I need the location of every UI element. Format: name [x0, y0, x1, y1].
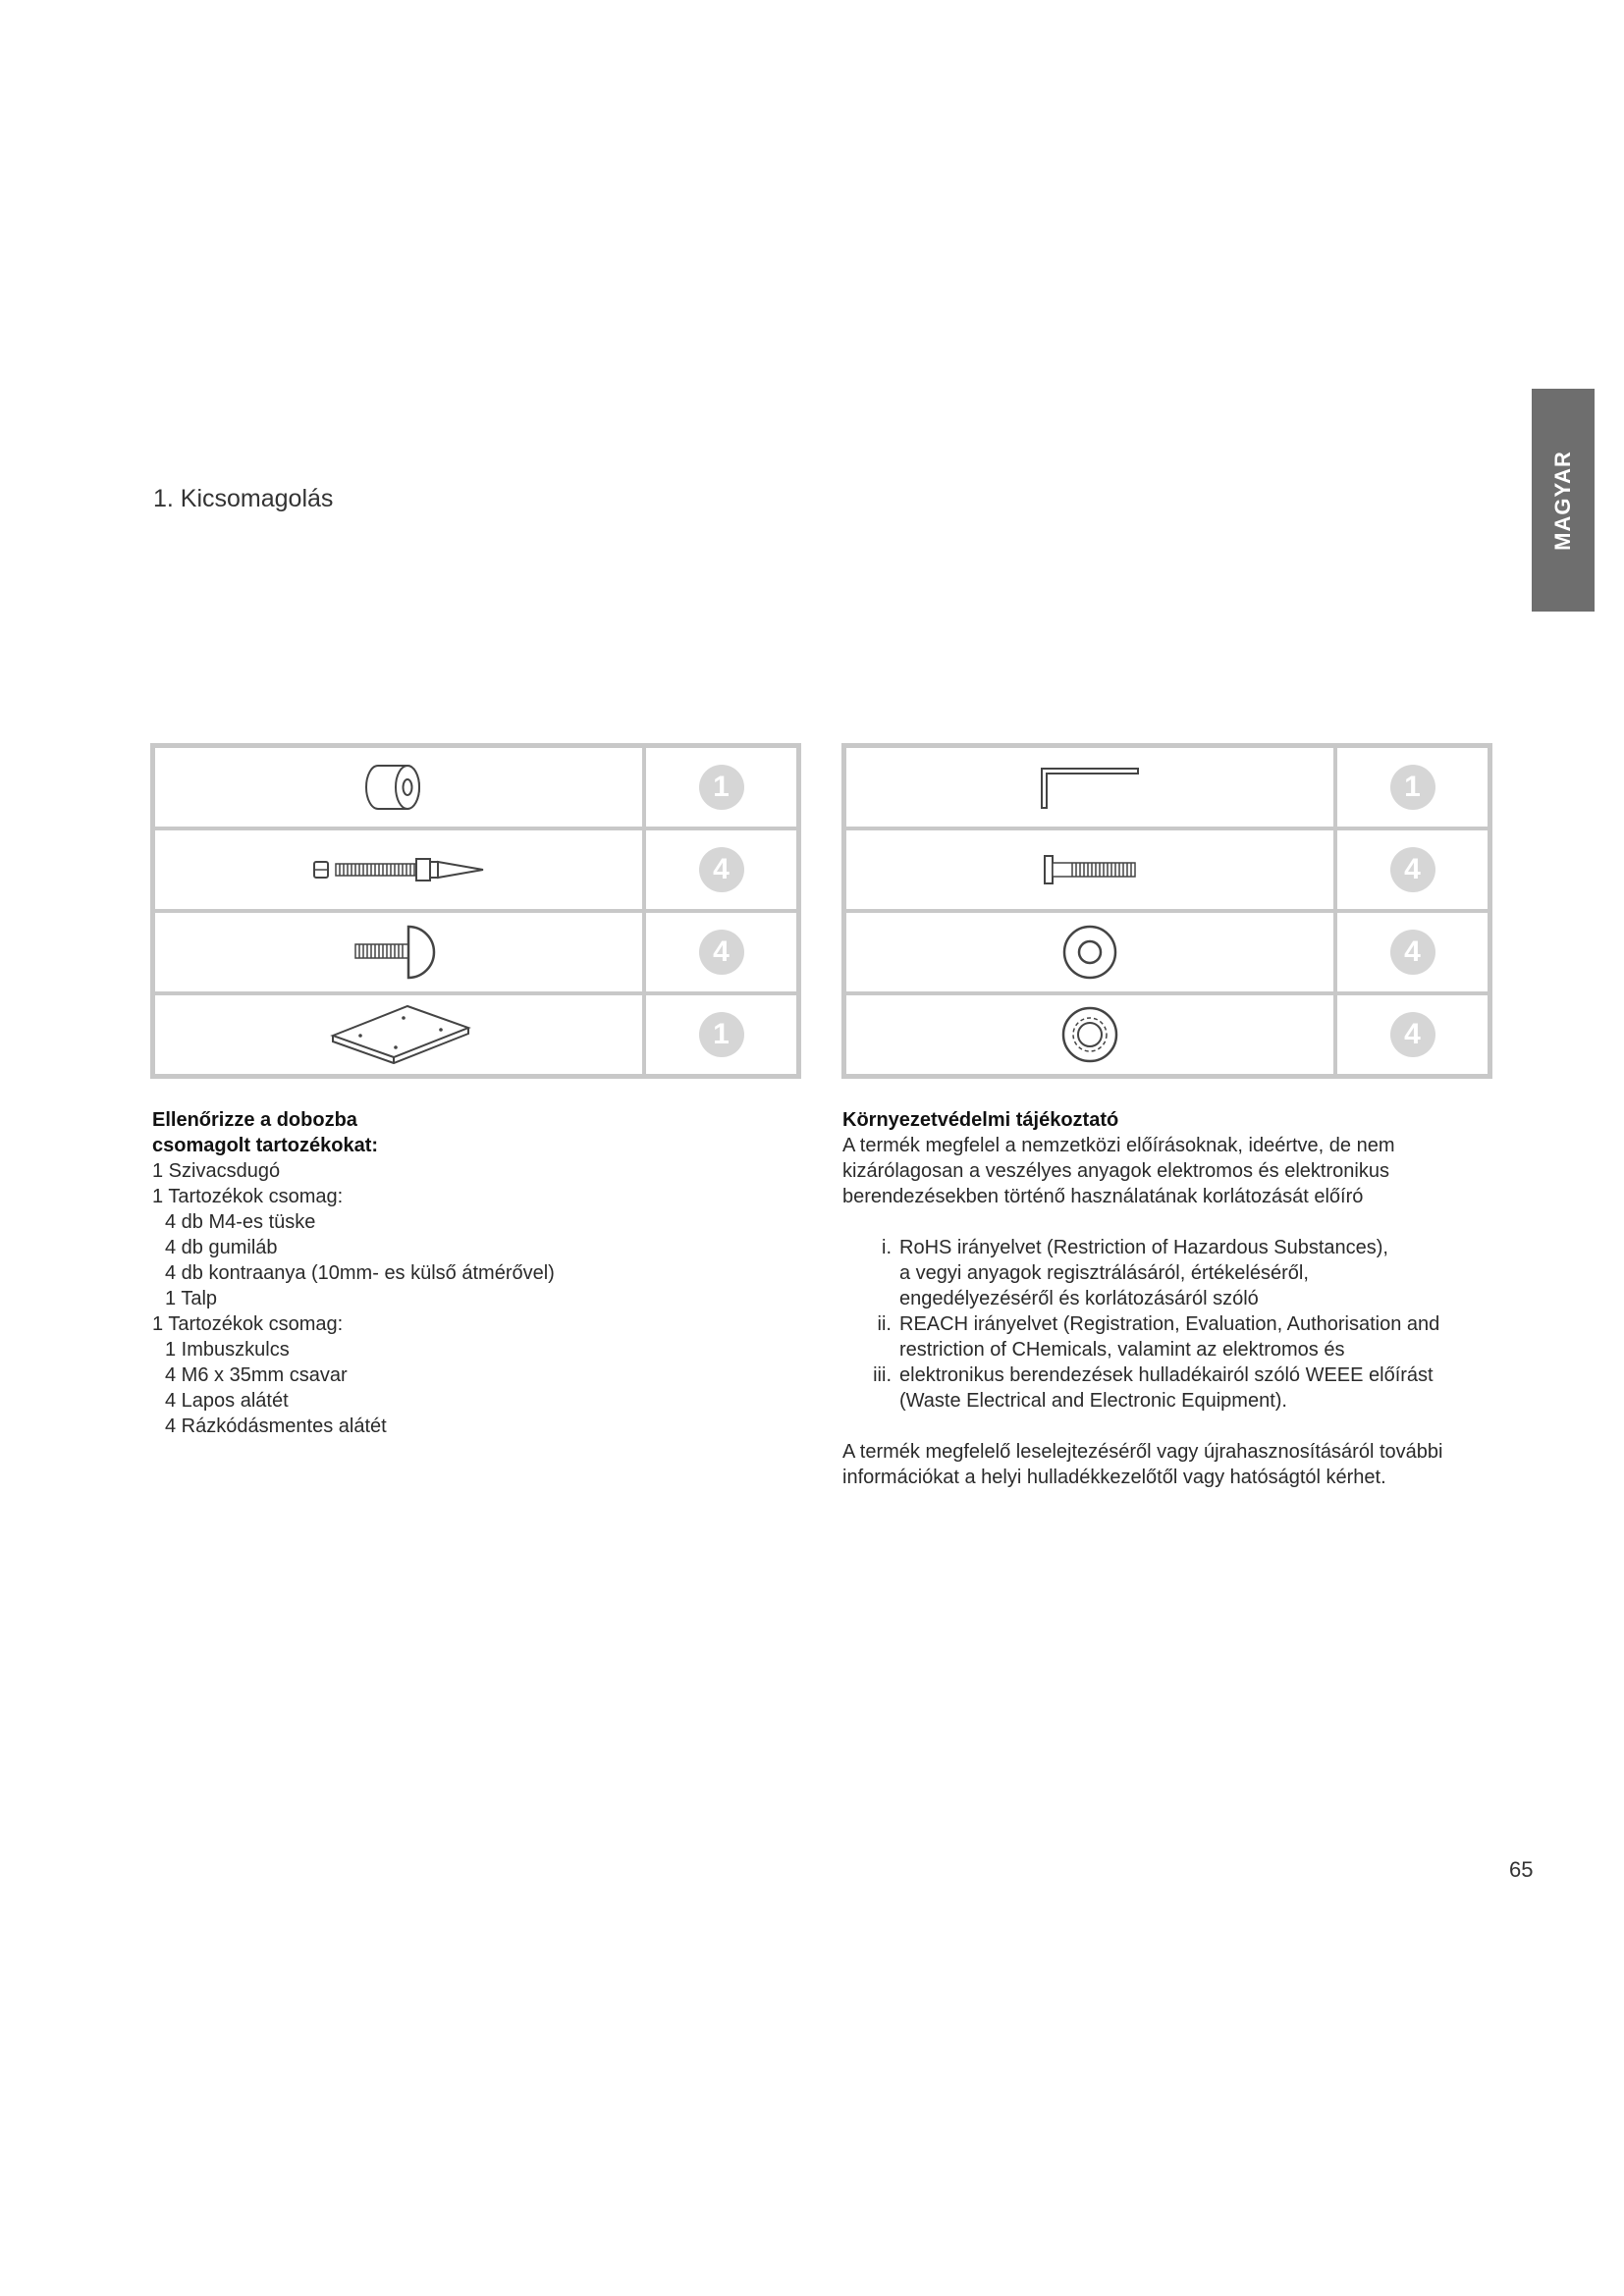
- language-tab: [1532, 389, 1595, 612]
- part-picture-cell: [846, 748, 1337, 827]
- checklist-line: 1 Talp: [165, 1288, 218, 1309]
- parts-row: [155, 748, 796, 827]
- list-numeral: iii.: [873, 1364, 892, 1386]
- checklist-line: 4 M6 x 35mm csavar: [165, 1364, 348, 1386]
- intro-line: kizárólagosan a veszélyes anyagok elektromos és elektronikus: [842, 1160, 1389, 1182]
- page-number: 65: [1509, 1857, 1534, 1882]
- parts-row: [155, 827, 796, 909]
- checklist-heading-line: csomagolt tartozékokat:: [152, 1135, 379, 1156]
- directive-list-item: [842, 1311, 1490, 1362]
- part-quantity-cell: [1337, 913, 1488, 991]
- quantity-badge: 1: [699, 1012, 744, 1057]
- quantity-badge: 1: [1390, 765, 1435, 810]
- parts-table-left: [150, 743, 801, 1079]
- part-picture-cell: [155, 995, 646, 1074]
- quantity-badge: 4: [699, 847, 744, 892]
- part-picture-cell: [846, 995, 1337, 1074]
- flat-washer-icon: [1060, 923, 1119, 982]
- list-line: REACH irányelvet (Registration, Evaluation, Authorisation and: [899, 1313, 1440, 1335]
- environmental-info: [842, 1107, 1490, 1490]
- directive-list-item: [842, 1362, 1490, 1414]
- checklist-line: 4 Lapos alátét: [165, 1390, 289, 1412]
- quantity-badge: 4: [699, 930, 744, 975]
- list-numeral: ii.: [877, 1313, 892, 1335]
- part-quantity-cell: [646, 748, 796, 827]
- list-line: elektronikus berendezések hulladékairól szóló WEEE előírást: [899, 1364, 1434, 1386]
- checklist-line: 1 Tartozékok csomag:: [152, 1186, 344, 1207]
- checklist-line: 1 Tartozékok csomag:: [152, 1313, 344, 1335]
- parts-row: [846, 909, 1488, 991]
- rubber-foot-icon: [350, 923, 448, 982]
- list-line: engedélyezéséről és korlátozásáról szóló: [899, 1288, 1259, 1309]
- parts-table-right: [841, 743, 1492, 1079]
- bolt-icon: [1041, 852, 1139, 887]
- outro-line: információkat a helyi hulladékkezelőtől vagy hatóságtól kérhet.: [842, 1467, 1386, 1488]
- list-line: (Waste Electrical and Electronic Equipment).: [899, 1390, 1287, 1412]
- checklist-line: 4 db M4-es tüske: [165, 1211, 316, 1233]
- quantity-badge: 4: [1390, 1012, 1435, 1057]
- lock-washer-icon: [1059, 1004, 1120, 1065]
- intro-line: berendezésekben történő használatának korlátozását előíró: [842, 1186, 1364, 1207]
- allen-key-icon: [1036, 763, 1144, 812]
- directive-list-item: [842, 1235, 1490, 1311]
- list-line: restriction of CHemicals, valamint az elektromos és: [899, 1339, 1345, 1361]
- quantity-badge: 4: [1390, 930, 1435, 975]
- quantity-badge: 4: [1390, 847, 1435, 892]
- quantity-badge: 1: [699, 765, 744, 810]
- part-picture-cell: [155, 830, 646, 909]
- checklist-line: 4 db kontraanya (10mm- es külső átmérővel): [165, 1262, 555, 1284]
- intro-line: A termék megfelel a nemzetközi előírásoknak, ideértve, de nem: [842, 1135, 1395, 1156]
- part-picture-cell: [155, 913, 646, 991]
- checklist-line: 4 Rázkódásmentes alátét: [165, 1415, 387, 1437]
- part-picture-cell: [846, 830, 1337, 909]
- part-quantity-cell: [646, 913, 796, 991]
- language-tab-label: MAGYAR: [1550, 450, 1576, 551]
- base-plate-icon: [325, 1000, 472, 1069]
- list-line: RoHS irányelvet (Restriction of Hazardous Substances),: [899, 1237, 1388, 1258]
- checklist-line: 4 db gumiláb: [165, 1237, 278, 1258]
- contents-checklist: [152, 1107, 781, 1439]
- parts-row: [155, 909, 796, 991]
- environmental-heading: Környezetvédelmi tájékoztató: [842, 1109, 1119, 1131]
- foam-plug-icon: [364, 760, 433, 815]
- list-numeral: i.: [882, 1237, 892, 1258]
- part-picture-cell: [846, 913, 1337, 991]
- parts-row: [846, 748, 1488, 827]
- parts-row: [846, 991, 1488, 1074]
- part-quantity-cell: [646, 995, 796, 1074]
- checklist-line: 1 Szivacsdugó: [152, 1160, 281, 1182]
- spike-icon: [310, 850, 487, 889]
- list-line: a vegyi anyagok regisztrálásáról, értékeléséről,: [899, 1262, 1309, 1284]
- checklist-heading-line: Ellenőrizze a dobozba: [152, 1109, 357, 1131]
- part-quantity-cell: [1337, 995, 1488, 1074]
- parts-row: [846, 827, 1488, 909]
- part-quantity-cell: [646, 830, 796, 909]
- section-title: 1. Kicsomagolás: [153, 485, 334, 512]
- part-quantity-cell: [1337, 748, 1488, 827]
- checklist-line: 1 Imbuszkulcs: [165, 1339, 290, 1361]
- part-quantity-cell: [1337, 830, 1488, 909]
- part-picture-cell: [155, 748, 646, 827]
- parts-row: [155, 991, 796, 1074]
- outro-line: A termék megfelelő leselejtezéséről vagy újrahasznosításáról további: [842, 1441, 1443, 1463]
